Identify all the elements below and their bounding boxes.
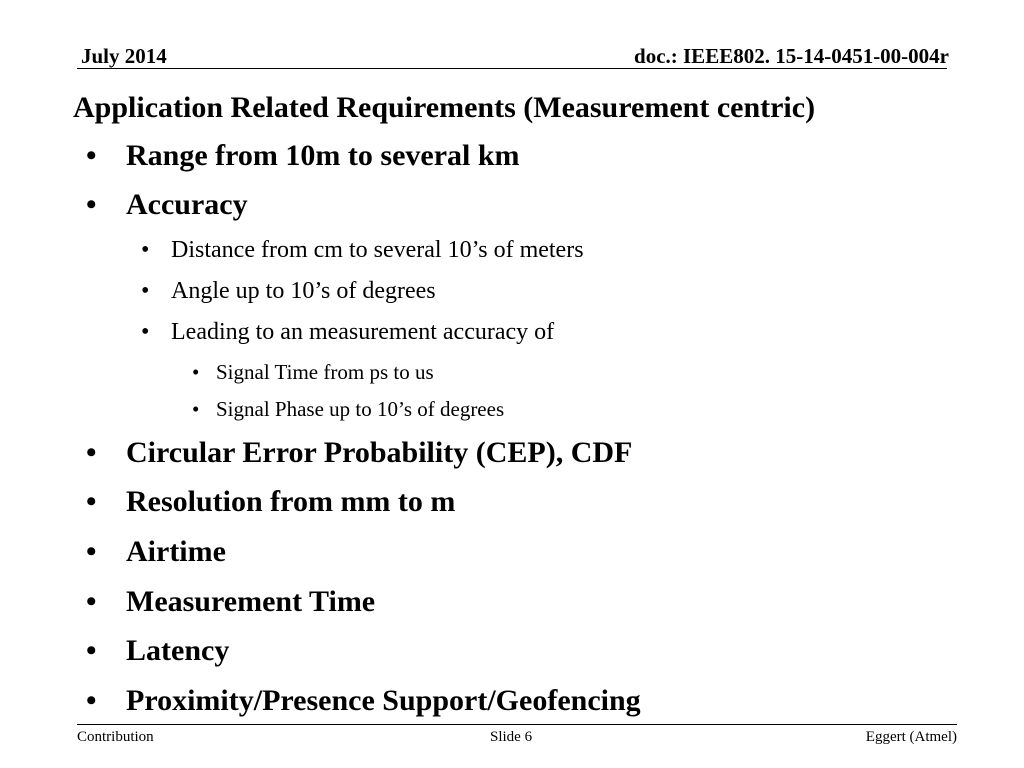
footer-divider	[77, 724, 957, 725]
bullet-text: Range from 10m to several km	[126, 139, 520, 172]
bullet-text: Signal Phase up to 10’s of degrees	[216, 397, 505, 421]
bullet-text: Circular Error Probability (CEP), CDF	[126, 436, 633, 469]
bullet-glyph: •	[86, 188, 97, 221]
bullet-text: Leading to an measurement accuracy of	[171, 319, 555, 345]
bullet-glyph: •	[141, 278, 150, 304]
bullet-text: Distance from cm to several 10’s of meters	[171, 237, 584, 263]
bullet-text: Resolution from mm to m	[126, 485, 456, 518]
bullet-glyph: •	[86, 585, 97, 618]
footer-author: Eggert (Atmel)	[865, 729, 957, 745]
bullet-glyph: •	[86, 684, 97, 717]
bullet-glyph: •	[86, 139, 97, 172]
bullet-glyph: •	[86, 436, 97, 469]
bullet-text: Latency	[126, 634, 230, 667]
bullet-text: Proximity/Presence Support/Geofencing	[126, 684, 641, 717]
header-doc-id: doc.: IEEE802. 15-14-0451-00-004r	[634, 44, 949, 68]
bullet-glyph: •	[192, 360, 200, 384]
bullet-glyph: •	[141, 319, 150, 345]
header-date: July 2014	[81, 44, 167, 68]
bullet-text: Measurement Time	[126, 585, 376, 618]
bullet-glyph: •	[141, 237, 150, 263]
bullet-glyph: •	[86, 634, 97, 667]
bullet-glyph: •	[86, 485, 97, 518]
bullet-text: Signal Time from ps to us	[216, 360, 434, 384]
slide-title: Application Related Requirements (Measurement centric)	[73, 91, 816, 124]
footer-contribution: Contribution	[77, 729, 154, 745]
footer-slide-number: Slide 6	[490, 729, 533, 745]
bullet-glyph: •	[86, 535, 97, 568]
bullet-text: Angle up to 10’s of degrees	[171, 278, 436, 304]
header-divider	[77, 68, 947, 69]
bullet-text: Airtime	[126, 535, 226, 568]
bullet-glyph: •	[192, 397, 200, 421]
bullet-text: Accuracy	[126, 188, 248, 221]
